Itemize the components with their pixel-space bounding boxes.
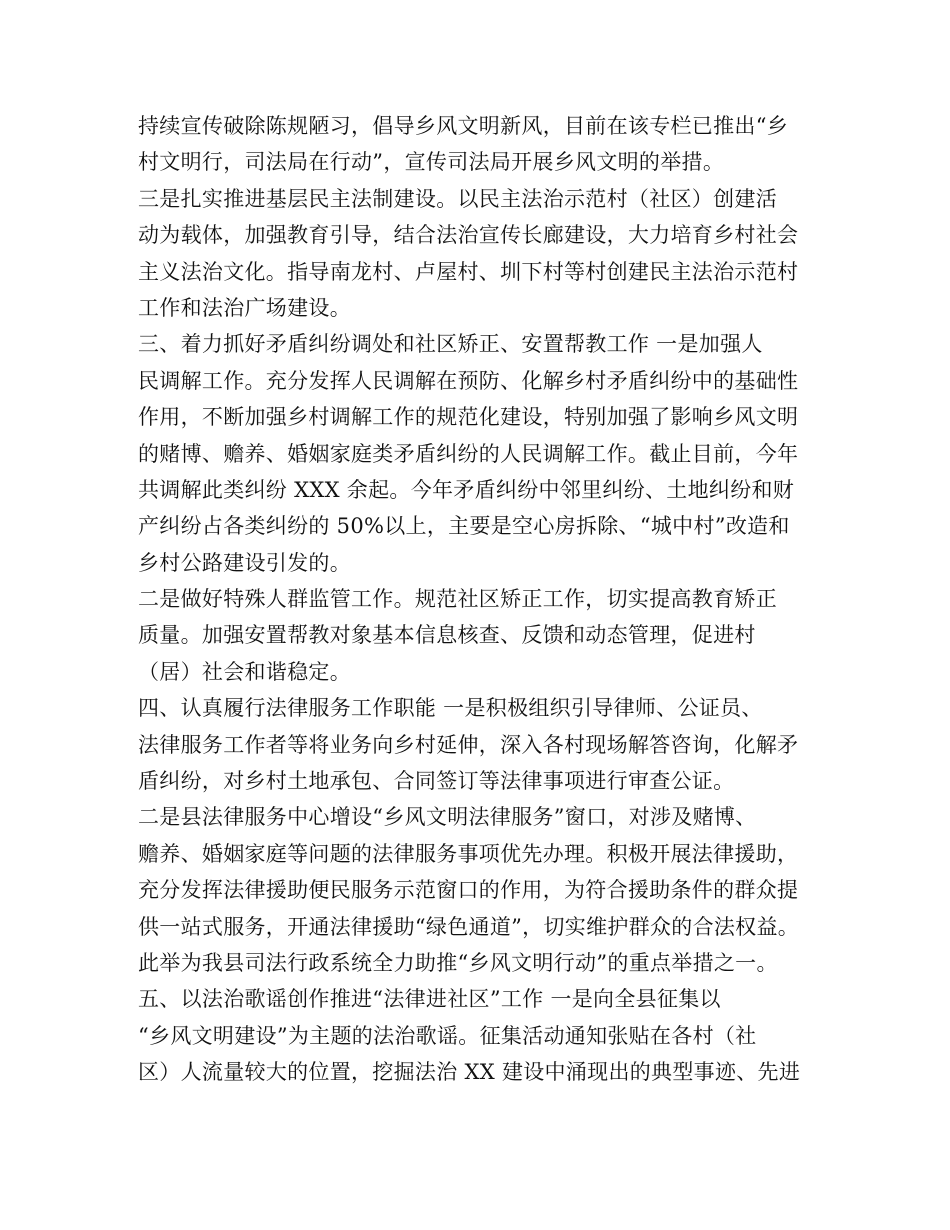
text-line: 法律服务工作者等将业务向乡村延伸，深入各村现场解答咨询，化解矛 [138, 732, 799, 757]
text-line: 的赌博、赡养、婚姻家庭类矛盾纠纷的人民调解工作。截止目前，今年 [138, 441, 799, 466]
text-line: 乡村公路建设引发的。 [138, 550, 351, 575]
text-line: 村文明行，司法局在行动”，宣传司法局开展乡风文明的举措。 [138, 150, 725, 175]
text-line: 供一站式服务，开通法律援助“绿色通道”，切实维护群众的合法权益。 [138, 914, 800, 939]
text-line: 五、以法治歌谣创作推进“法律进社区”工作 一是向全县征集以 [138, 987, 721, 1012]
text-line: 共调解此类纠纷 XXX 余起。今年矛盾纠纷中邻里纠纷、土地纠纷和财 [138, 477, 795, 502]
text-line: 工作和法治广场建设。 [138, 295, 351, 320]
text-line: 产纠纷占各类纠纷的 50%以上，主要是空心房拆除、“城中村”改造和 [138, 514, 790, 539]
text-line: 三是扎实推进基层民主法制建设。以民主法治示范村（社区）创建活 [138, 186, 777, 211]
text-line: 三、着力抓好矛盾纠纷调处和社区矫正、安置帮教工作 一是加强人 [138, 332, 763, 357]
text-line: 此举为我县司法行政系统全力助推“乡风文明行动”的重点举措之一。 [138, 950, 778, 975]
text-line: 四、认真履行法律服务工作职能 一是积极组织引导律师、公证员、 [138, 696, 763, 721]
text-line: 二是做好特殊人群监管工作。规范社区矫正工作，切实提高教育矫正 [138, 587, 777, 612]
text-line: 区）人流量较大的位置，挖掘法治 XX 建设中涌现出的典型事迹、先进 [138, 1060, 801, 1085]
text-line: “乡风文明建设”为主题的法治歌谣。征集活动通知张贴在各村（社 [138, 1023, 757, 1048]
text-line: 二是县法律服务中心增设“乡风文明法律服务”窗口，对涉及赌博、 [138, 805, 757, 830]
text-line: 充分发挥法律援助便民服务示范窗口的作用，为符合援助条件的群众提 [138, 878, 799, 903]
text-line: 主义法治文化。指导南龙村、卢屋村、圳下村等村创建民主法治示范村 [138, 259, 799, 284]
text-line: 动为载体，加强教育引导，结合法治宣传长廊建设，大力培育乡村社会 [138, 223, 799, 248]
text-line: 作用，不断加强乡村调解工作的规范化建设，特别加强了影响乡风文明 [138, 405, 799, 430]
text-line: （居）社会和谐稳定。 [138, 659, 351, 684]
document-body [138, 108, 838, 1091]
text-line: 质量。加强安置帮教对象基本信息核查、反馈和动态管理，促进村 [138, 623, 756, 648]
text-line: 民调解工作。充分发挥人民调解在预防、化解乡村矛盾纠纷中的基础性 [138, 368, 799, 393]
text-line: 盾纠纷，对乡村土地承包、合同签订等法律事项进行审查公证。 [138, 769, 735, 794]
text-line: 赡养、婚姻家庭等问题的法律服务事项优先办理。积极开展法律援助， [138, 841, 799, 866]
text-line: 持续宣传破除陈规陋习，倡导乡风文明新风，目前在该专栏已推出“乡 [138, 114, 789, 138]
